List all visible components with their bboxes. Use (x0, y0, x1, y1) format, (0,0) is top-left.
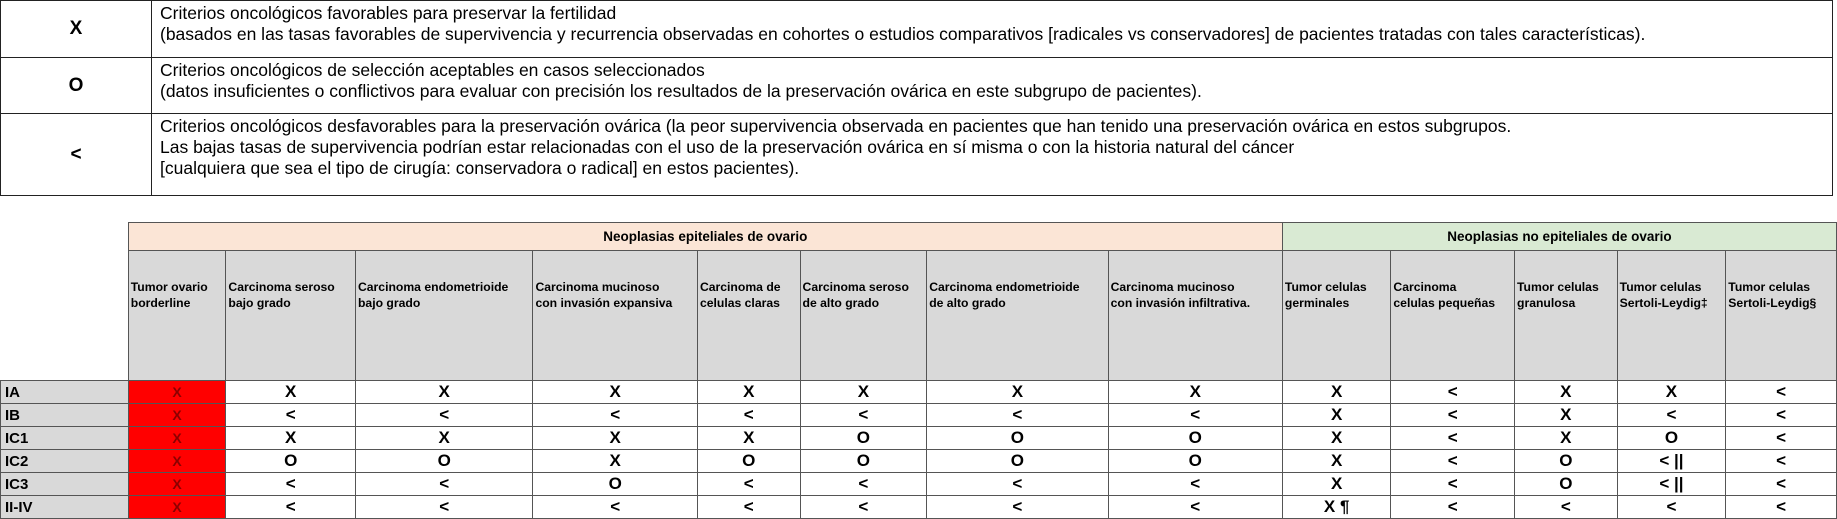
stage-label: IB (1, 404, 129, 427)
column-header (1515, 251, 1618, 381)
criteria-cell: < (355, 473, 532, 496)
criteria-cell: O (533, 473, 697, 496)
criteria-cell: X (226, 381, 356, 404)
column-header (927, 251, 1108, 381)
criteria-cell: < (1726, 404, 1837, 427)
column-header-line: celulas pequeñas (1393, 296, 1496, 310)
column-header-line: granulosa (1517, 296, 1576, 310)
column-header (1108, 251, 1282, 381)
criteria-cell: X (1282, 427, 1391, 450)
group-epithelial: Neoplasias epiteliales de ovario (128, 223, 1282, 251)
criteria-cell: < (1617, 404, 1726, 427)
criteria-cell: O (355, 450, 532, 473)
criteria-cell: < (1391, 450, 1515, 473)
table-row (1, 381, 1837, 404)
stage-label: IC2 (1, 450, 129, 473)
column-header-line: Carcinoma mucinoso (535, 280, 660, 294)
criteria-cell: X (1282, 404, 1391, 427)
column-header-line: Carcinoma de (699, 280, 781, 294)
criteria-cell: < (226, 404, 356, 427)
criteria-cell: < (927, 473, 1108, 496)
criteria-cell: X (128, 381, 226, 404)
column-header-line: Carcinoma (1393, 280, 1457, 294)
criteria-cell: < (1515, 496, 1618, 519)
column-header (355, 251, 532, 381)
column-header (1726, 251, 1837, 381)
legend-symbol: < (1, 114, 152, 196)
column-header (800, 251, 927, 381)
criteria-cell: X (697, 427, 800, 450)
table-row (1, 496, 1837, 519)
criteria-cell: < (1617, 496, 1726, 519)
criteria-cell: < (533, 404, 697, 427)
criteria-cell: O (1108, 450, 1282, 473)
column-header-line: germinales (1284, 296, 1350, 310)
column-header-line: Carcinoma seroso (228, 280, 335, 294)
legend-description (152, 1, 1833, 58)
criteria-cell: < (697, 496, 800, 519)
criteria-cell: < (1108, 404, 1282, 427)
criteria-cell: X (1617, 381, 1726, 404)
criteria-cell: X (1515, 381, 1618, 404)
column-header-line: con invasión infiltrativa. (1110, 296, 1251, 310)
column-header (1617, 251, 1726, 381)
table-row (1, 473, 1837, 496)
criteria-cell: < (697, 473, 800, 496)
criteria-cell: < (355, 404, 532, 427)
criteria-cell: X (128, 496, 226, 519)
column-header-line: con invasión expansiva (535, 296, 673, 310)
column-header-line: Tumor celulas (1517, 280, 1599, 294)
criteria-cell: X (1515, 427, 1618, 450)
column-header-line: Carcinoma endometrioide (357, 280, 509, 294)
criteria-cell: X (533, 381, 697, 404)
column-header (1391, 251, 1515, 381)
legend-line: (basados en las tasas favorables de supervivencia y recurrencia observadas en cohortes o estudios comparativos [radicales vs conservadores] de pacientes tratadas con tales características). (160, 24, 1646, 44)
column-header-line: de alto grado (802, 296, 880, 310)
criteria-cell: X ¶ (1282, 496, 1391, 519)
criteria-cell: X (355, 381, 532, 404)
column-header (697, 251, 800, 381)
criteria-cell: X (1515, 404, 1618, 427)
criteria-cell: < (1726, 496, 1837, 519)
criteria-cell: X (697, 381, 800, 404)
criteria-cell: < (226, 473, 356, 496)
legend-symbol: O (1, 58, 152, 114)
stage-label: IC3 (1, 473, 129, 496)
criteria-cell: < (800, 473, 927, 496)
column-header-line: Tumor ovario (130, 280, 208, 294)
criteria-cell: < || (1617, 473, 1726, 496)
legend-description (152, 58, 1833, 114)
stage-label: IC1 (1, 427, 129, 450)
criteria-cell: < (1391, 381, 1515, 404)
column-header-line: bajo grado (357, 296, 421, 310)
legend-row (1, 114, 1833, 196)
criteria-cell: X (355, 427, 532, 450)
fertility-criteria-table (0, 222, 1837, 519)
criteria-cell: < (927, 496, 1108, 519)
legend-row (1, 1, 1833, 58)
column-header-row (1, 251, 1837, 381)
legend-line: Criterios oncológicos de selección aceptables en casos seleccionados (160, 60, 705, 80)
criteria-cell: < (927, 404, 1108, 427)
criteria-cell: < || (1617, 450, 1726, 473)
criteria-cell: X (927, 381, 1108, 404)
column-header (226, 251, 356, 381)
criteria-cell: O (927, 427, 1108, 450)
corner-cell (1, 223, 129, 251)
stage-label: IA (1, 381, 129, 404)
criteria-cell: O (1515, 473, 1618, 496)
group-nonepithelial: Neoplasias no epiteliales de ovario (1282, 223, 1836, 251)
column-header-line: borderline (130, 296, 191, 310)
criteria-cell: X (1282, 381, 1391, 404)
column-header (533, 251, 697, 381)
criteria-cell: X (128, 473, 226, 496)
legend-line: (datos insuficientes o conflictivos para evaluar con precisión los resultados de la preservación ovárica en este subgrupo de pacientes). (160, 81, 1202, 101)
criteria-cell: < (800, 404, 927, 427)
criteria-cell: < (1108, 473, 1282, 496)
criteria-cell: X (1282, 473, 1391, 496)
criteria-cell: X (128, 450, 226, 473)
table-body (1, 381, 1837, 519)
column-header-line: Carcinoma mucinoso (1110, 280, 1235, 294)
criteria-cell: < (1726, 427, 1837, 450)
criteria-cell: O (226, 450, 356, 473)
criteria-cell: < (1391, 404, 1515, 427)
legend-line: [cualquiera que sea el tipo de cirugía: conservadora o radical] en estos pacientes). (160, 158, 800, 178)
column-header (1282, 251, 1391, 381)
criteria-cell: < (1108, 496, 1282, 519)
criteria-cell: O (697, 450, 800, 473)
group-header-row (1, 223, 1837, 251)
criteria-cell: X (226, 427, 356, 450)
legend-line: Criterios oncológicos favorables para preservar la fertilidad (160, 3, 617, 23)
criteria-cell: X (128, 404, 226, 427)
criteria-cell: < (1391, 427, 1515, 450)
column-header-line: bajo grado (228, 296, 291, 310)
criteria-cell: X (533, 450, 697, 473)
legend-description (152, 114, 1833, 196)
criteria-cell: O (1515, 450, 1618, 473)
column-header-line: Sertoli-Leydig§ (1728, 296, 1817, 310)
criteria-cell: < (1726, 473, 1837, 496)
criteria-cell: O (800, 450, 927, 473)
criteria-cell: X (128, 427, 226, 450)
column-header-line: Tumor celulas (1728, 280, 1811, 294)
stage-label: II-IV (1, 496, 129, 519)
criteria-cell: < (697, 404, 800, 427)
legend-row (1, 58, 1833, 114)
column-header-line: celulas claras (699, 296, 780, 310)
legend-line: Las bajas tasas de supervivencia podrían estar relacionadas con el uso de la preservación ovárica en sí misma o con la historia natural del cáncer (160, 137, 1295, 157)
table-row (1, 404, 1837, 427)
column-header (128, 251, 226, 381)
criteria-cell: X (1282, 450, 1391, 473)
criteria-cell: O (1108, 427, 1282, 450)
column-header-line: Carcinoma seroso (802, 280, 909, 294)
criteria-cell: < (1726, 450, 1837, 473)
criteria-cell: < (1391, 473, 1515, 496)
criteria-cell: < (355, 496, 532, 519)
column-header-line: Tumor celulas (1284, 280, 1367, 294)
column-header-line: Tumor celulas (1619, 280, 1702, 294)
column-header-line: Carcinoma endometrioide (929, 280, 1080, 294)
criteria-cell: X (533, 427, 697, 450)
column-header-line: Sertoli-Leydig‡ (1619, 296, 1708, 310)
criteria-cell: < (800, 496, 927, 519)
criteria-cell: O (1617, 427, 1726, 450)
criteria-cell: O (927, 450, 1108, 473)
column-header-line: de alto grado (929, 296, 1006, 310)
criteria-cell: < (1391, 496, 1515, 519)
legend-table (0, 0, 1833, 196)
criteria-cell: O (800, 427, 927, 450)
criteria-cell: X (800, 381, 927, 404)
criteria-cell: < (1726, 381, 1837, 404)
table-row (1, 427, 1837, 450)
legend-symbol: X (1, 1, 152, 58)
legend-line: Criterios oncológicos desfavorables para la preservación ovárica (la peor supervivencia observada en pacientes que han tenido una preservación ovárica en estos subgrupos. (160, 116, 1512, 136)
table-row (1, 450, 1837, 473)
criteria-cell: < (533, 496, 697, 519)
criteria-cell: X (1108, 381, 1282, 404)
stage-header-cell (1, 251, 129, 381)
criteria-cell: < (226, 496, 356, 519)
